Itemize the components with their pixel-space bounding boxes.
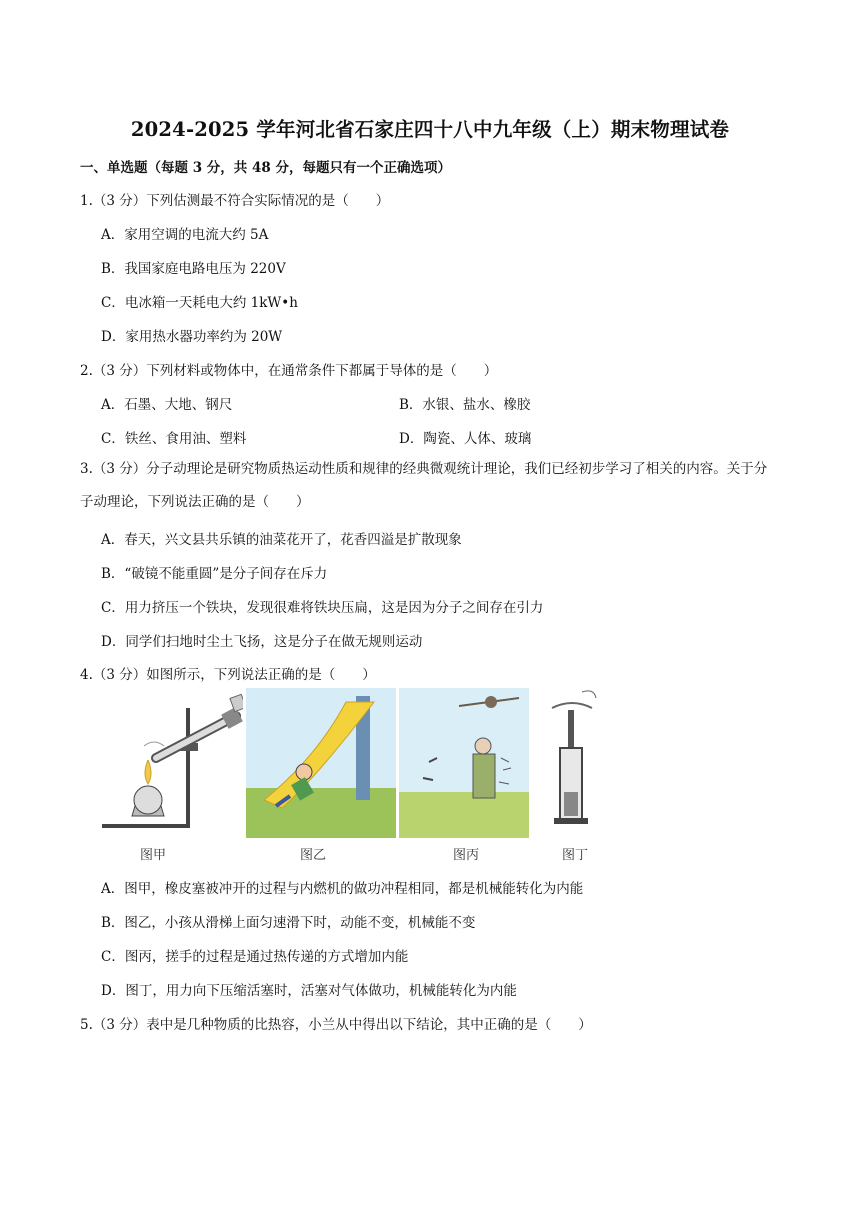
question-2-option-c: C．铁丝、食用油、塑料 xyxy=(101,431,247,447)
question-1-option-a: A．家用空调的电流大约 5A xyxy=(101,227,269,243)
section-heading: 一、单选题（每题 3 分，共 48 分，每题只有一个正确选项） xyxy=(80,160,451,176)
question-2-option-d: D．陶瓷、人体、玻璃 xyxy=(399,431,532,447)
question-4-stem: 4.（3 分）如图所示，下列说法正确的是（ ） xyxy=(80,667,376,683)
figure-piston-cylinder xyxy=(538,688,608,838)
question-2-stem: 2.（3 分）下列材料或物体中，在通常条件下都属于导体的是（ ） xyxy=(80,363,498,379)
question-4-figures xyxy=(98,688,608,866)
question-1-option-d: D．家用热水器功率约为 20W xyxy=(101,329,283,345)
question-1-option-c: C．电冰箱一天耗电大约 1kW•h xyxy=(101,295,298,311)
question-3-option-d: D．同学们扫地时尘土飞扬，这是分子在做无规则运动 xyxy=(101,634,423,650)
figure-child-slide xyxy=(246,688,396,838)
question-4-option-d: D．图丁，用力向下压缩活塞时，活塞对气体做功，机械能转化为内能 xyxy=(101,983,517,999)
question-3-option-a: A．春天，兴文县共乐镇的油菜花开了，花香四溢是扩散现象 xyxy=(101,532,462,548)
figure-label-yi: 图乙 xyxy=(300,848,327,863)
question-2-option-a: A．石墨、大地、钢尺 xyxy=(101,397,233,413)
question-4-option-b: B．图乙，小孩从滑梯上面匀速滑下时，动能不变，机械能不变 xyxy=(101,915,476,931)
question-3-option-c: C．用力挤压一个铁块，发现很难将铁块压扁，这是因为分子之间存在引力 xyxy=(101,600,544,616)
question-3-stem: 3.（3 分）分子动理论是研究物质热运动性质和规律的经典微观统计理论，我们已经初步学习了相关的内容。关于分子动理论，下列说法正确的是（ ） xyxy=(80,461,768,510)
figure-label-ding: 图丁 xyxy=(562,848,589,863)
question-1-stem: 1.（3 分）下列估测最不符合实际情况的是（ ） xyxy=(80,193,390,209)
page-title: 2024-2025 学年河北省石家庄四十八中九年级（上）期末物理试卷 xyxy=(130,118,730,141)
figure-test-tube-burner xyxy=(98,688,243,838)
figure-label-jia: 图甲 xyxy=(140,848,167,863)
question-2-option-b: B．水银、盐水、橡胶 xyxy=(399,397,531,413)
question-4-option-c: C．图丙，搓手的过程是通过热传递的方式增加内能 xyxy=(101,949,409,965)
figure-rubbing-hands xyxy=(399,688,529,838)
figure-label-bing: 图丙 xyxy=(453,848,480,863)
question-3-option-b: B．“破镜不能重圆”是分子间存在斥力 xyxy=(101,566,328,582)
question-1-option-b: B．我国家庭电路电压为 220V xyxy=(101,261,286,277)
question-5-stem: 5.（3 分）表中是几种物质的比热容，小兰从中得出以下结论，其中正确的是（ ） xyxy=(80,1017,592,1033)
question-4-option-a: A．图甲，橡皮塞被冲开的过程与内燃机的做功冲程相同，都是机械能转化为内能 xyxy=(101,881,584,897)
